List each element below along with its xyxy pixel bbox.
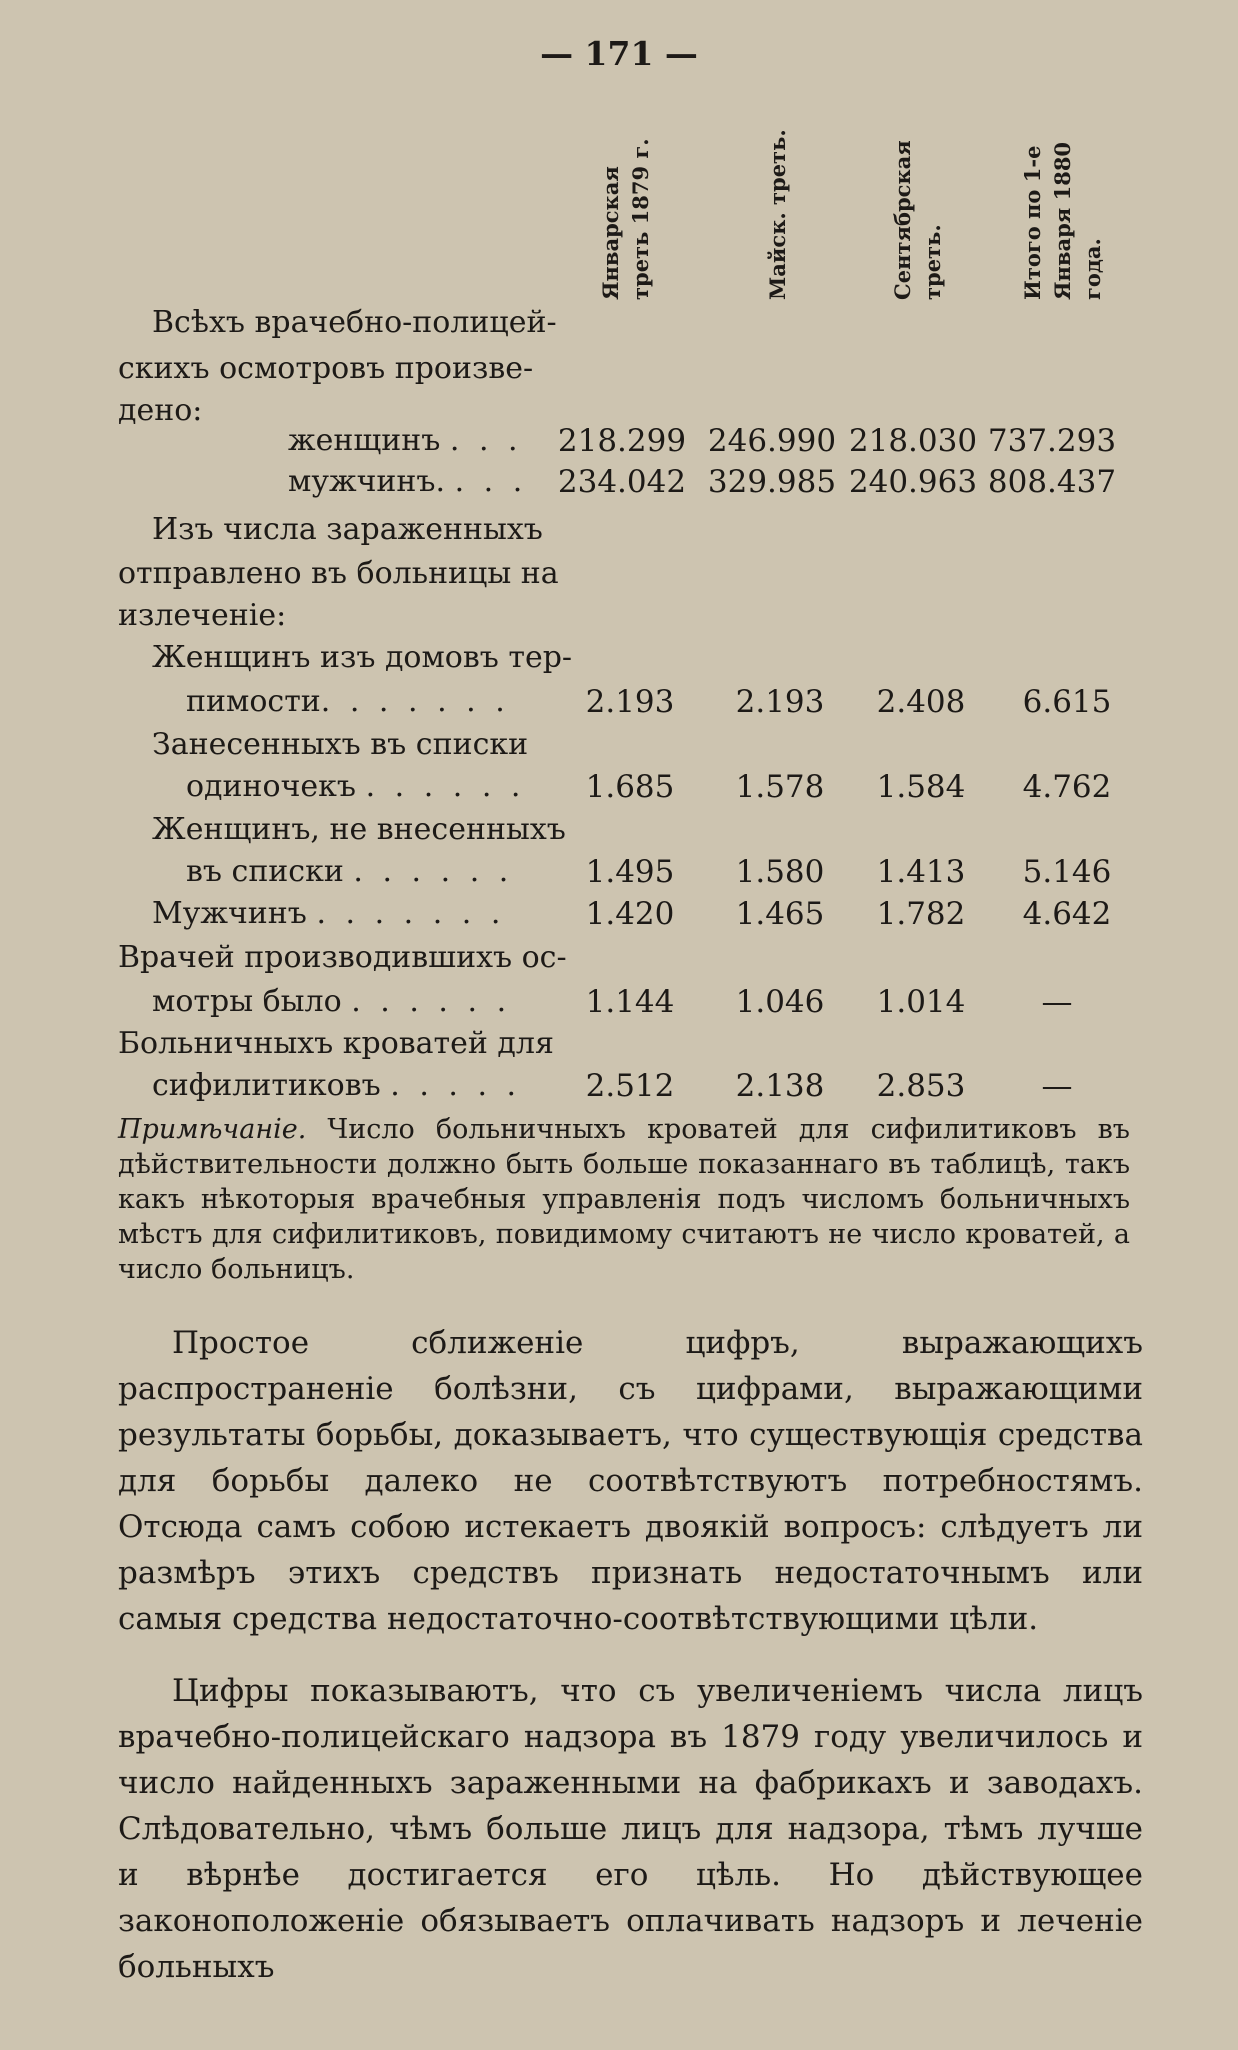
table-cell: 737.293 <box>987 423 1117 459</box>
table-cell: 218.030 <box>848 423 978 459</box>
body-paragraph-1: Простое сближеніе цифръ, выражающихъ распространеніе болѣзни, съ цифрами, выражающими результаты борьбы, доказываетъ, что существующія средства для борьбы далеко не соотвѣтствуютъ потребностямъ. Отсюда самъ собою истекаетъ двоякій вопросъ: слѣдуетъ ли размѣръ этихъ средствъ признать недостаточнымъ или самыя средства недостаточно-соотвѣтствующими цѣли. <box>118 1325 1143 1637</box>
table-cell: 1.584 <box>876 769 966 805</box>
footnote-label: Примѣчаніе. <box>118 1114 307 1145</box>
table-cell: 1.465 <box>735 896 825 932</box>
table-cell: 1.144 <box>585 984 675 1020</box>
table-cell: — <box>1041 1068 1073 1104</box>
column-header-may: Майск. треть. <box>765 129 790 300</box>
page-number: — 171 — <box>540 34 698 73</box>
column-header-september: Сентябрская треть. <box>890 140 945 300</box>
table-cell: 1.580 <box>735 854 825 890</box>
table-cell: 6.615 <box>1022 684 1112 720</box>
column-header-january: Январская треть 1879 г. <box>598 138 653 300</box>
table-cell: 2.138 <box>735 1068 825 1104</box>
column-header-total: Итого по 1-е Января 1880 года. <box>1020 141 1105 300</box>
footnote <box>118 1112 1130 1287</box>
table-cell: 246.990 <box>707 423 837 459</box>
table-cell: 240.963 <box>848 464 978 500</box>
body-paragraph-2: Цифры показываютъ, что съ увеличеніемъ числа лицъ врачебно-полицейскаго надзора въ 1879 году увеличилось и число найденныхъ зараженными на фабрикахъ и заводахъ. Слѣдовательно, чѣмъ больше лицъ для надзора, тѣмъ лучше и вѣрнѣе достигается его цѣль. Но дѣйствующее законоположеніе обязываетъ оплачивать надзоръ и леченіе больныхъ <box>118 1673 1143 1985</box>
table-cell: 1.413 <box>876 854 966 890</box>
table-cell: 2.193 <box>585 684 675 720</box>
table-cell: 1.685 <box>585 769 675 805</box>
table-cell: 2.853 <box>876 1068 966 1104</box>
table-cell: 5.146 <box>1022 854 1112 890</box>
table-cell: 2.512 <box>585 1068 675 1104</box>
table-cell: 1.420 <box>585 896 675 932</box>
table-cell: 1.046 <box>735 984 825 1020</box>
table-cell: 1.495 <box>585 854 675 890</box>
table-cell: 1.782 <box>876 896 966 932</box>
table-cell: 1.578 <box>735 769 825 805</box>
table-cell: — <box>1041 984 1073 1020</box>
table-cell: 234.042 <box>557 464 687 500</box>
table-cell: 2.193 <box>735 684 825 720</box>
table-cell: 2.408 <box>876 684 966 720</box>
footnote-text: Число больничныхъ кроватей для сифилитиковъ въ дѣйствительности должно быть больше показаннаго въ таблицѣ, такъ какъ нѣкоторыя врачебныя управленія подъ числомъ больничныхъ мѣстъ для сифилитиковъ, повидимому считаютъ не число кроватей, а число больницъ. <box>118 1114 1130 1285</box>
table-cell: 808.437 <box>987 464 1117 500</box>
table-cell: 329.985 <box>707 464 837 500</box>
table-cell: 4.762 <box>1022 769 1112 805</box>
table-cell: 218.299 <box>557 423 687 459</box>
table-cell: 4.642 <box>1022 896 1112 932</box>
table-cell: 1.014 <box>876 984 966 1020</box>
